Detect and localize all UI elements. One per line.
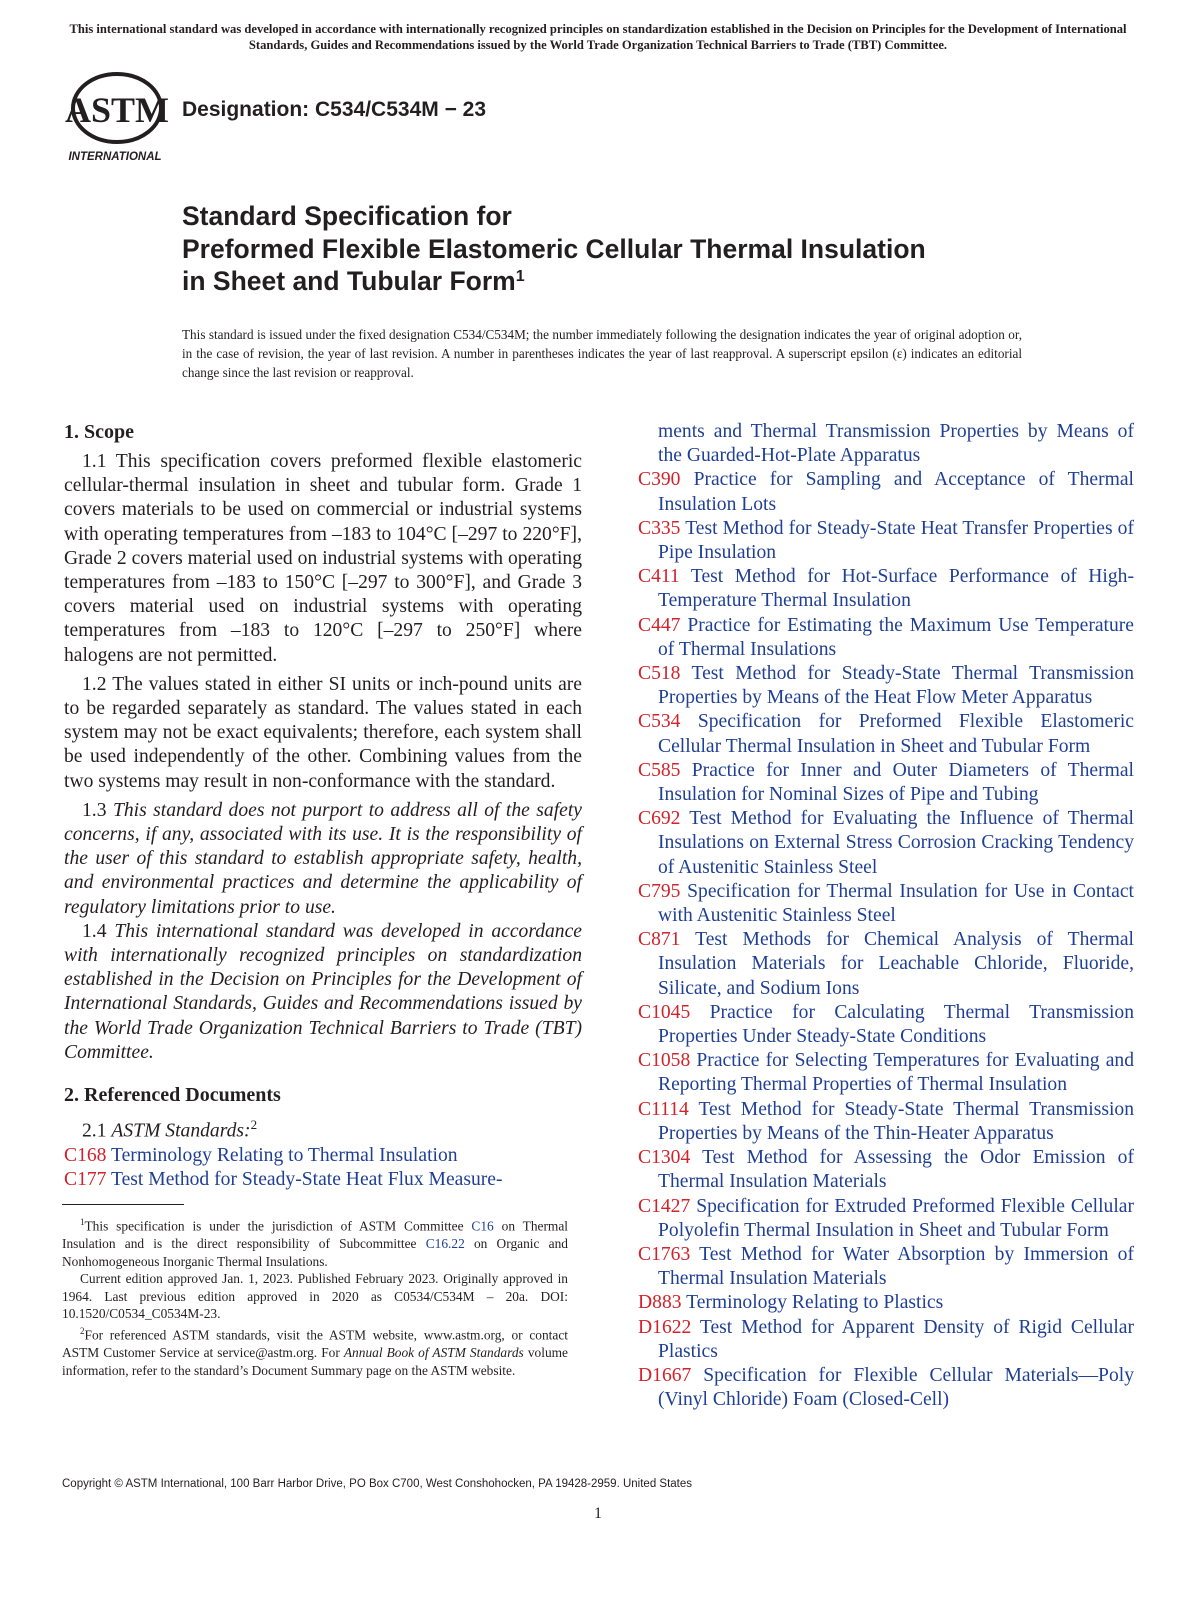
- right-reference-list: [638, 468, 1134, 1412]
- subcommittee-c16-22-link[interactable]: C16.22: [425, 1236, 465, 1252]
- reference-title[interactable]: Test Methods for Chemical Analysis of Thermal Insulation Materials for Leachable Chloride, Fluoride, Silicate, and Sodium Ions: [658, 929, 1134, 999]
- right-column: [638, 420, 1134, 1412]
- reference-item[interactable]: [64, 1144, 582, 1168]
- reference-item[interactable]: [638, 1364, 1134, 1412]
- reference-code[interactable]: C692: [638, 808, 681, 830]
- para-1-3-num: 1.3: [82, 799, 107, 821]
- footnote-2-mark-text: 2: [80, 1326, 85, 1337]
- reference-code[interactable]: C1114: [638, 1098, 689, 1120]
- reference-item[interactable]: [638, 1001, 1134, 1049]
- reference-title[interactable]: Practice for Inner and Outer Diameters of Thermal Insulation for Nominal Sizes of Pipe and Tubing: [658, 759, 1134, 806]
- reference-title[interactable]: Specification for Extruded Preformed Flexible Cellular Polyolefin Thermal Insulation in Sheet and Tubular Form: [658, 1195, 1134, 1241]
- reference-code[interactable]: C1427: [638, 1195, 691, 1217]
- reference-item[interactable]: [638, 517, 1134, 565]
- reference-title[interactable]: Test Method for Steady-State Heat Transfer Properties of Pipe Insulation: [658, 517, 1135, 564]
- reference-title[interactable]: Practice for Calculating Thermal Transmission Properties Under Steady-State Conditions: [658, 1001, 1134, 1048]
- referenced-documents-heading: 2. Referenced Documents: [64, 1084, 281, 1107]
- reference-code[interactable]: C518: [638, 663, 681, 685]
- footnote-2-text-b: volume information, refer to the standard’s Document Summary page on the ASTM website.: [62, 1345, 568, 1378]
- para-1-4-num: 1.4: [82, 920, 107, 942]
- wto-notice: This international standard was developed in accordance with internationally recognized principles on standardization established in the Decision on Principles for the Development of International Standards, Guides and Recommendations issued by the World Trade Organization Technical Barriers to Trade (TBT) Committee.: [69, 22, 1127, 52]
- committee-c16-link[interactable]: C16: [471, 1218, 494, 1234]
- reference-item[interactable]: [638, 662, 1134, 710]
- reference-item[interactable]: [638, 1291, 1134, 1315]
- astm-standards-label: ASTM Standards:: [111, 1120, 251, 1142]
- title-line-2: Preformed Flexible Elastomeric Cellular Thermal Insulation: [182, 233, 926, 264]
- reference-item[interactable]: [638, 928, 1134, 1001]
- footnotes: [62, 1214, 568, 1379]
- title-line-1: Standard Specification for: [182, 201, 512, 231]
- astm-logo-icon: [62, 70, 172, 166]
- reference-title[interactable]: Terminology Relating to Thermal Insulation: [111, 1144, 458, 1166]
- reference-title[interactable]: Practice for Selecting Temperatures for Evaluating and Reporting Thermal Properties of Thermal Insulation: [658, 1050, 1134, 1096]
- reference-item[interactable]: [638, 565, 1134, 613]
- para-2-1: [82, 1113, 582, 1144]
- reference-item[interactable]: [638, 1195, 1134, 1243]
- reference-item[interactable]: [638, 468, 1134, 516]
- reference-title[interactable]: Test Method for Steady-State Thermal Transmission Properties by Means of the Thin-Heater Apparatus: [658, 1098, 1135, 1144]
- reference-title[interactable]: Test Method for Steady-State Heat Flux Measure-: [111, 1169, 503, 1191]
- para-1-3: [64, 799, 582, 920]
- logo-subtext: INTERNATIONAL: [68, 151, 162, 163]
- footnote-1-mark: 1: [80, 1217, 85, 1227]
- reference-code[interactable]: C168: [64, 1144, 107, 1166]
- reference-title[interactable]: Practice for Estimating the Maximum Use Temperature of Thermal Insulations: [658, 614, 1135, 660]
- footnote-2-text-a: For referenced ASTM standards, visit the ASTM website, www.astm.org, or contact ASTM Customer Service at service@astm.org. For: [62, 1327, 568, 1361]
- para-1-3-text: This standard does not purport to address all of the safety concerns, if any, associated with its use. It is the responsibility of the user of this standard to establish appropriate safety, health, and environmental practices and determine the applicability of regulatory limitations prior to use.: [64, 799, 582, 918]
- reference-code[interactable]: C390: [638, 469, 681, 491]
- reference-code[interactable]: C1058: [638, 1050, 691, 1072]
- reference-code[interactable]: C795: [638, 880, 681, 902]
- reference-title[interactable]: Test Method for Apparent Density of Rigid Cellular Plastics: [658, 1316, 1134, 1362]
- reference-item[interactable]: [638, 880, 1134, 928]
- reference-title[interactable]: Specification for Preformed Flexible Elastomeric Cellular Thermal Insulation in Sheet and Tubular Form: [658, 711, 1135, 757]
- reference-title[interactable]: Specification for Thermal Insulation for Use in Contact with Austenitic Stainless Steel: [658, 880, 1134, 927]
- reference-title[interactable]: Practice for Sampling and Acceptance of Thermal Insulation Lots: [658, 469, 1135, 515]
- footnote-1-text-b: on Thermal Insulation and is the direct responsibility of Subcommittee: [62, 1218, 568, 1252]
- reference-item[interactable]: [638, 759, 1134, 807]
- reference-title[interactable]: Test Method for Hot-Surface Performance of High-Temperature Thermal Insulation: [658, 566, 1134, 612]
- reference-item[interactable]: [638, 614, 1134, 662]
- footnote-divider: [62, 1204, 184, 1205]
- reference-title[interactable]: Terminology Relating to Plastics: [686, 1292, 944, 1314]
- left-column: [64, 420, 582, 1192]
- para-1-4-text: This international standard was developed in accordance with internationally recognized principles on standardization established in the Decision on Principles for the Development of International Standards, Guides and Recommendations issued by the World Trade Organization Technical Barriers to Trade (TBT) Committee.: [64, 920, 582, 1063]
- reference-title[interactable]: Test Method for Steady-State Thermal Transmission Properties by Means of the Heat Flow Meter Apparatus: [658, 663, 1135, 709]
- reference-code[interactable]: C1304: [638, 1147, 691, 1169]
- reference-title[interactable]: Test Method for Evaluating the Influence of Thermal Insulations on External Stress Corrosion Cracking Tendency of Austenitic Stainless Steel: [658, 808, 1134, 878]
- footnote-1-text-c: on Organic and Nonhomogeneous Inorganic Thermal Insulations.: [62, 1236, 568, 1269]
- footnote-2-italic: Annual Book of ASTM Standards: [343, 1345, 524, 1361]
- reference-item[interactable]: [638, 1098, 1134, 1146]
- logo-text: ASTM: [64, 90, 170, 130]
- page-title: [182, 200, 1102, 298]
- reference-code[interactable]: C335: [638, 517, 681, 539]
- reference-code[interactable]: C411: [638, 566, 680, 588]
- para-1-2: 1.2 The values stated in either SI units or inch-pound units are to be regarded separately as standard. The values stated in each system may not be exact equivalents; therefore, each system shall be used independently of the other. Combining values from the two systems may result in non-conformance with the standard.: [64, 673, 582, 792]
- page-number: 1: [594, 1505, 602, 1522]
- reference-code[interactable]: C1763: [638, 1243, 691, 1265]
- reference-item[interactable]: [638, 1316, 1134, 1364]
- reference-code[interactable]: C585: [638, 759, 681, 781]
- reference-code[interactable]: C871: [638, 929, 681, 951]
- para-1-1: 1.1 This specification covers preformed flexible elastomeric cellular-thermal insulation in sheet and tubular form. Grade 1 covers materials to be used on commercial or industrial systems with operating temperatures from –183 to 104°C [–297 to 220°F], Grade 2 covers material used on industrial systems with operating temperatures from –183 to 150°C [–297 to 300°F], and Grade 3 covers material used on industrial systems with operating temperatures from –183 to 120°C [–297 to 250°F] where halogens are not permitted.: [64, 451, 582, 666]
- designation: Designation: C534/C534M − 23: [182, 98, 487, 121]
- reference-code[interactable]: D1622: [638, 1316, 692, 1338]
- copyright: Copyright © ASTM International, 100 Barr Harbor Drive, PO Box C700, West Conshohocken, PA 19428-2959. United States: [62, 1478, 693, 1490]
- issue-note: This standard is issued under the fixed designation C534/C534M; the number immediately following the designation indicates the year of original adoption or, in the case of revision, the year of last revision. A number in parentheses indicates the year of last reapproval. A superscript epsilon (ε) indicates an editorial change since the last revision or reapproval.: [182, 327, 1022, 380]
- scope-heading: 1. Scope: [64, 421, 134, 443]
- reference-item[interactable]: [638, 710, 1134, 758]
- footnote-1: [62, 1214, 568, 1270]
- reference-item[interactable]: [638, 1243, 1134, 1291]
- para-2-1-num: 2.1: [82, 1120, 107, 1142]
- footnote-2: [62, 1323, 568, 1379]
- para-1-4: [64, 920, 582, 1065]
- reference-title[interactable]: Test Method for Assessing the Odor Emission of Thermal Insulation Materials: [658, 1147, 1134, 1193]
- reference-continuation[interactable]: ments and Thermal Transmission Properties by Means of the Guarded-Hot-Plate Apparatus: [658, 421, 1134, 467]
- reference-code[interactable]: D883: [638, 1292, 682, 1314]
- reference-code[interactable]: D1667: [638, 1364, 692, 1386]
- reference-item[interactable]: [638, 807, 1134, 880]
- footnote-2-mark[interactable]: 2: [250, 1117, 258, 1133]
- reference-item[interactable]: [64, 1168, 582, 1192]
- reference-title[interactable]: Test Method for Water Absorption by Immersion of Thermal Insulation Materials: [658, 1243, 1134, 1290]
- reference-code[interactable]: C447: [638, 614, 681, 636]
- reference-code[interactable]: C177: [64, 1169, 107, 1191]
- left-reference-list: [64, 1144, 582, 1192]
- reference-code[interactable]: C534: [638, 711, 681, 733]
- footnote-1-edition: Current edition approved Jan. 1, 2023. Published February 2023. Originally approved in 1964. Last previous edition approved in 2020 as C0534/C534M – 20a. DOI: 10.1520/C0534_C0534M-23.: [62, 1271, 568, 1322]
- title-footnote-mark[interactable]: 1: [515, 268, 525, 285]
- reference-item[interactable]: [638, 1049, 1134, 1097]
- title-line-3: in Sheet and Tubular Form: [182, 266, 516, 296]
- reference-item[interactable]: [638, 1146, 1134, 1194]
- reference-code[interactable]: C1045: [638, 1001, 691, 1023]
- reference-title[interactable]: Specification for Flexible Cellular Materials—Poly (Vinyl Chloride) Foam (Closed-Cell): [658, 1364, 1134, 1411]
- footnote-1-text-a: This specification is under the jurisdiction of ASTM Committee: [84, 1218, 464, 1234]
